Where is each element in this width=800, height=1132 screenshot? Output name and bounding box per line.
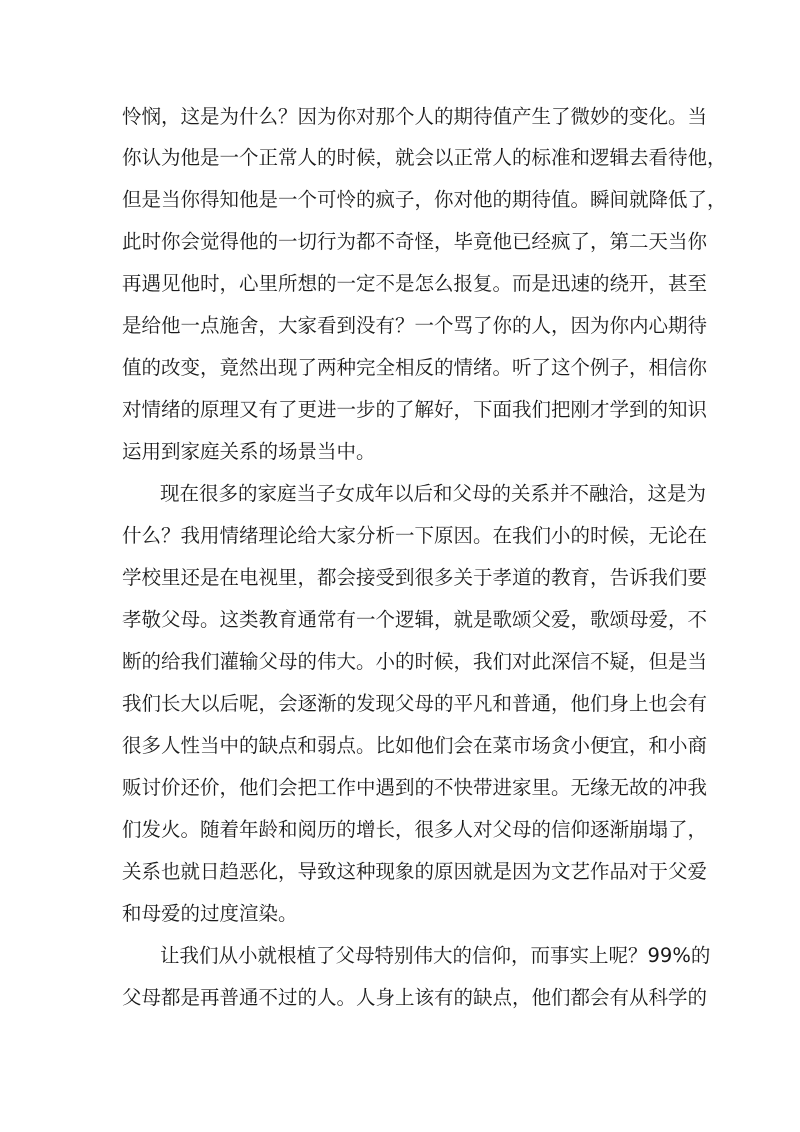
text-line: 再遇见他时，心里所想的一定不是怎么报复。而是迅速的绕开，甚至 bbox=[122, 272, 708, 295]
text-line: 们发火。随着年龄和阅历的增长，很多人对父母的信仰逐渐崩塌了， bbox=[122, 818, 708, 841]
text-line: 学校里还是在电视里，都会接受到很多关于孝道的教育，告诉我们要 bbox=[122, 566, 708, 589]
text-line: 断的给我们灌输父母的伟大。小的时候，我们对此深信不疑，但是当 bbox=[122, 650, 708, 673]
text-line: 你认为他是一个正常人的时候，就会以正常人的标准和逻辑去看待他， bbox=[122, 146, 727, 169]
text-line: 但是当你得知他是一个可怜的疯子，你对他的期待值。瞬间就降低了， bbox=[122, 188, 727, 211]
text-line: 很多人性当中的缺点和弱点。比如他们会在菜市场贪小便宜，和小商 bbox=[122, 734, 708, 757]
text-line: 此时你会觉得他的一切行为都不奇怪，毕竟他已经疯了，第二天当你 bbox=[122, 230, 708, 253]
text-line: 父母都是再普通不过的人。人身上该有的缺点，他们都会有从科学的 bbox=[122, 986, 708, 1009]
text-line: 孝敬父母。这类教育通常有一个逻辑，就是歌颂父爱，歌颂母爱，不 bbox=[122, 608, 708, 631]
text-line: 值的改变，竟然出现了两种完全相反的情绪。听了这个例子，相信你 bbox=[122, 356, 708, 379]
paragraph-first-line: 让我们从小就根植了父母特别伟大的信仰，而事实上呢？99%的 bbox=[160, 944, 711, 967]
text-line: 运用到家庭关系的场景当中。 bbox=[122, 440, 376, 463]
text-line: 贩讨价还价，他们会把工作中遇到的不快带进家里。无缘无故的冲我 bbox=[122, 776, 708, 799]
text-line: 和母爱的过度渲染。 bbox=[122, 902, 298, 925]
text-line: 对情绪的原理又有了更进一步的了解好，下面我们把刚才学到的知识 bbox=[122, 398, 708, 421]
text-line: 怜悯，这是为什么？因为你对那个人的期待值产生了微妙的变化。当 bbox=[122, 105, 708, 128]
text-line: 关系也就日趋恶化，导致这种现象的原因就是因为文艺作品对于父爱 bbox=[122, 860, 708, 883]
paragraph-first-line: 现在很多的家庭当子女成年以后和父母的关系并不融洽，这是为 bbox=[160, 482, 707, 505]
text-line: 什么？我用情绪理论给大家分析一下原因。在我们小的时候，无论在 bbox=[122, 524, 708, 547]
text-line: 我们长大以后呢，会逐渐的发现父母的平凡和普通，他们身上也会有 bbox=[122, 692, 708, 715]
text-line: 是给他一点施舍，大家看到没有？一个骂了你的人，因为你内心期待 bbox=[122, 314, 708, 337]
